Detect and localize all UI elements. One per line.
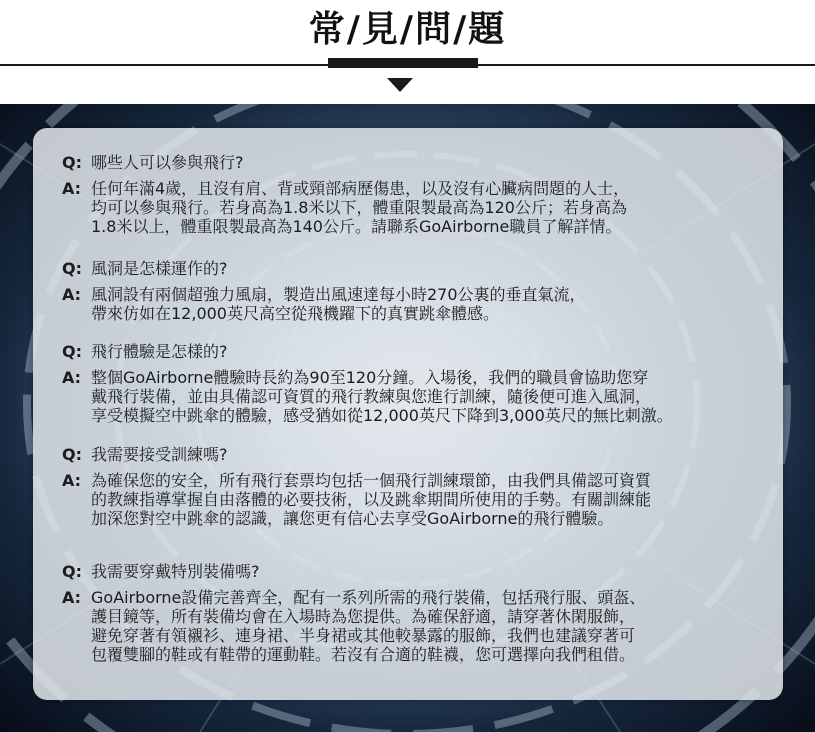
question-tag: Q: — [62, 342, 82, 361]
title-divider-bar — [328, 58, 478, 68]
faq-item-4 — [62, 443, 772, 528]
faq-answer-3 — [62, 368, 772, 425]
faq-item-3 — [62, 340, 772, 425]
header — [0, 0, 815, 104]
answer-line: 均可以參與飛行。若身高為1.8米以下，體重限製最高為120公斤；若身高為 — [91, 198, 627, 217]
answer-tag: A: — [62, 285, 82, 304]
answer-line: 1.8米以上，體重限製最高為140公斤。請聯系GoAirborne職員了解詳情。 — [91, 217, 622, 236]
faq-question-5 — [62, 560, 772, 584]
down-arrow-icon — [387, 78, 413, 92]
answer-line: 為確保您的安全，所有飛行套票均包括一個飛行訓練環節，由我們具備認可資質 — [91, 471, 652, 490]
answer-line: 包覆雙腳的鞋或有鞋帶的運動鞋。若沒有合適的鞋襪，您可選擇向我們租借。 — [91, 645, 636, 664]
question-tag: Q: — [62, 259, 82, 278]
faq-answer-2 — [62, 285, 772, 323]
faq-item-2 — [62, 257, 772, 323]
question-tag: Q: — [62, 445, 82, 464]
answer-line: 帶來仿如在12,000英尺高空從飛機躍下的真實跳傘體感。 — [91, 304, 499, 323]
question-tag: Q: — [62, 153, 82, 172]
answer-line: GoAirborne設備完善齊全，配有一系列所需的飛行裝備，包括飛行服、頭盔、 — [91, 588, 646, 607]
faq-item-1 — [62, 151, 772, 236]
answer-line: 護目鏡等，所有裝備均會在入場時為您提供。為確保舒適，請穿著休閑服飾， — [91, 607, 636, 626]
question-text: 我需要接受訓練嗎? — [91, 445, 228, 464]
page-title: 常/見/問/題 — [308, 9, 507, 50]
faq-question-1 — [62, 151, 772, 175]
answer-line: 戴飛行裝備，並由具備認可資質的飛行教練與您進行訓練，隨後便可進入風洞， — [91, 387, 652, 406]
question-text: 我需要穿戴特別裝備嗎? — [91, 562, 260, 581]
answer-tag: A: — [62, 179, 82, 198]
answer-tag: A: — [62, 368, 82, 387]
faq-question-2 — [62, 257, 772, 281]
answer-line: 避免穿著有領襯衫、連身裙、半身裙或其他較暴露的服飾，我們也建議穿著可 — [91, 626, 636, 645]
answer-line: 整個GoAirborne體驗時長約為90至120分鐘。入場後，我們的職員會協助您穿 — [91, 368, 649, 387]
answer-line: 任何年滿4歲，且沒有肩、背或頸部病歷傷患，以及沒有心臟病問題的人士， — [91, 179, 630, 198]
answer-line: 享受模擬空中跳傘的體驗，感受猶如從12,000英尺下降到3,000英尺的無比刺激。 — [91, 406, 673, 425]
answer-tag: A: — [62, 588, 82, 607]
answer-line: 的教練指導掌握自由落體的必要技術，以及跳傘期間所使用的手勢。有關訓練能 — [91, 490, 652, 509]
answer-tag: A: — [62, 471, 82, 490]
faq-item-5 — [62, 560, 772, 664]
faq-question-4 — [62, 443, 772, 467]
question-tag: Q: — [62, 562, 82, 581]
question-text: 風洞是怎樣運作的? — [91, 259, 228, 278]
answer-line: 風洞設有兩個超強力風扇，製造出風速達每小時270公裏的垂直氣流， — [91, 285, 586, 304]
faq-question-3 — [62, 340, 772, 364]
question-text: 飛行體驗是怎樣的? — [91, 342, 228, 361]
question-text: 哪些人可以參與飛行? — [91, 153, 244, 172]
faq-answer-1 — [62, 179, 772, 236]
faq-answer-4 — [62, 471, 772, 528]
faq-answer-5 — [62, 588, 772, 664]
answer-line: 加深您對空中跳傘的認識，讓您更有信心去享受GoAirborne的飛行體驗。 — [91, 509, 614, 528]
